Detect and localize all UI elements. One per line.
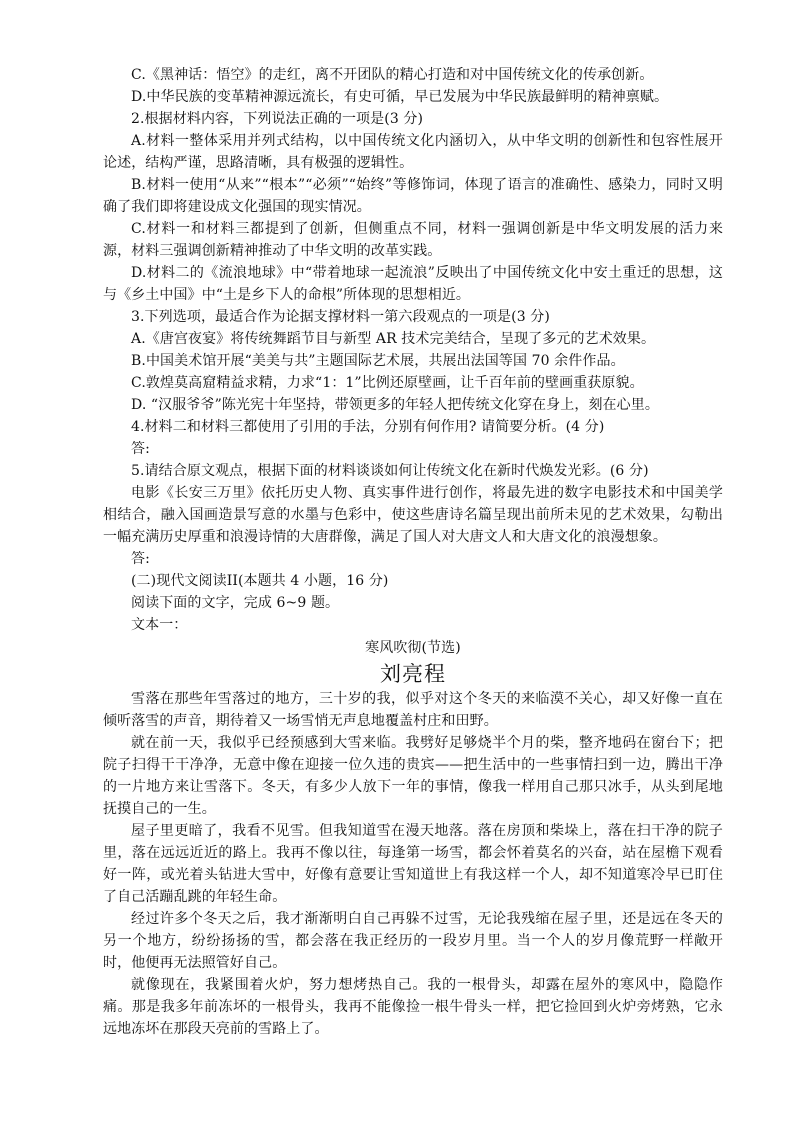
question-2-option-b: B.材料一使用“从来”“根本”“必须”“始终”等修饰词，体现了语言的准确性、感染力，同时又明确了我们即将建设成文化强国的现实情况。 [103,177,723,215]
question-3-option-d: D. “汉服爷爷”陈光宪十年坚持，带领更多的年轻人把传统文化穿在身上，刻在心里。 [131,397,659,413]
article-paragraph: 屋子里更暗了，我看不见雪。但我知道雪在漫天地落。落在房顶和柴垛上，落在扫干净的院子里，落在远远近近的路上。我再不像以往，每逢第一场雪，都会怀着莫名的兴奋，站在屋檐下观看好一阵，或光着头钻进大雪中，好像有意要让雪知道世上有我这样一个人，却不知道寒冷早已盯住了自己活蹦乱跳的年轻生命。 [103,823,723,905]
page-content [103,64,723,1040]
question-3-option-a: A.《唐宫夜宴》将传统舞蹈节目与新型 AR 技术完美结合，呈现了多元的艺术效果。 [131,331,656,347]
article-paragraph: 经过许多个冬天之后，我才渐渐明白自己再躲不过雪，无论我残缩在屋子里，还是远在冬天的另一个地方，纷纷扬扬的雪，都会落在我正经历的一段岁月里。当一个人的岁月像荒野一样敞开时，他便再无法照管好自己。 [103,911,723,971]
option-d-q1: D.中华民族的变革精神源远流长，有史可循，早已发展为中华民族最鲜明的精神禀赋。 [131,89,669,105]
question-2-option-a: A.材料一整体采用并列式结构，以中国传统文化内涵切入，从中华文明的创新性和包容性展开论述，结构严谨，思路清晰，具有极强的逻辑性。 [103,133,723,171]
article-title: 寒风吹彻(节选) [365,640,461,656]
section-instruction: 阅读下面的文字，完成 6~9 题。 [131,595,340,611]
option-c-q1: C.《黑神话：悟空》的走红，离不开团队的精心打造和对中国传统文化的传承创新。 [131,67,654,83]
question-2-option-d: D.材料二的《流浪地球》中“带着地球一起流浪”反映出了中国传统文化中安土重迁的思想，这与《乡土中国》中“土是乡下人的命根”所体现的思想相近。 [103,265,723,303]
question-2-option-c: C.材料一和材料三都提到了创新，但侧重点不同，材料一强调创新是中华文明发展的活力来源，材料三强调创新精神推动了中华文明的改革实践。 [103,221,723,259]
question-4: 4.材料二和材料三都使用了引用的手法，分别有何作用? 请简要分析。(4 分) [131,419,605,435]
question-3-option-c: C.敦煌莫高窟精益求精，力求“1：1”比例还原壁画，让千百年前的壁画重获原貌。 [131,375,644,391]
article-paragraph: 雪落在那些年雪落过的地方，三十岁的我，似乎对这个冬天的来临漠不关心，却又好像一直在倾听落雪的声音，期待着又一场雪悄无声息地覆盖村庄和田野。 [103,691,723,729]
question-5-material: 电影《长安三万里》依托历史人物、真实事件进行创作，将最先进的数字电影技术和中国美学相结合，融入国画造景写意的水墨与色彩中，使这些唐诗名篇呈现出前所未见的艺术效果，勾勒出一幅充满历史厚重和浪漫诗情的大唐群像，满足了国人对大唐文人和大唐文化的浪漫想象。 [103,485,723,545]
answer-label: 答: [131,441,150,457]
question-2: 2.根据材料内容，下列说法正确的一项是(3 分) [131,111,424,127]
question-3: 3.下列选项，最适合作为论据支撑材料一第六段观点的一项是(3 分) [131,309,550,325]
answer-label: 答: [131,551,150,567]
question-3-option-b: B.中国美术馆开展“美美与共”主题国际艺术展，共展出法国等国 70 余件作品。 [131,353,625,369]
question-5: 5.请结合原文观点，根据下面的材料谈谈如何让传统文化在新时代焕发光彩。(6 分) [131,463,649,479]
article-paragraph: 就像现在，我紧围着火炉，努力想烤热自己。我的一根骨头，却露在屋外的寒风中，隐隐作痛。那是我多年前冻坏的一根骨头，我再不能像捡一根牛骨头一样，把它捡回到火炉旁烤熟，它永远地冻坏在那段天亮前的雪路上了。 [103,977,723,1037]
text-one-label: 文本一： [131,617,188,633]
article-author: 刘亮程 [380,662,446,686]
article-paragraph: 就在前一天，我似乎已经预感到大雪来临。我劈好足够烧半个月的柴，整齐地码在窗台下；把院子扫得干干净净，无意中像在迎接一位久违的贵宾——把生活中的一些事情扫到一边，腾出干净的一片地方来让雪落下。冬天，有多少人放下一年的事情，像我一样用自己那只冰手，从头到尾地抚摸自己的一生。 [103,735,723,817]
section-heading: (二)现代文阅读II(本题共 4 小题，16 分) [131,573,389,589]
